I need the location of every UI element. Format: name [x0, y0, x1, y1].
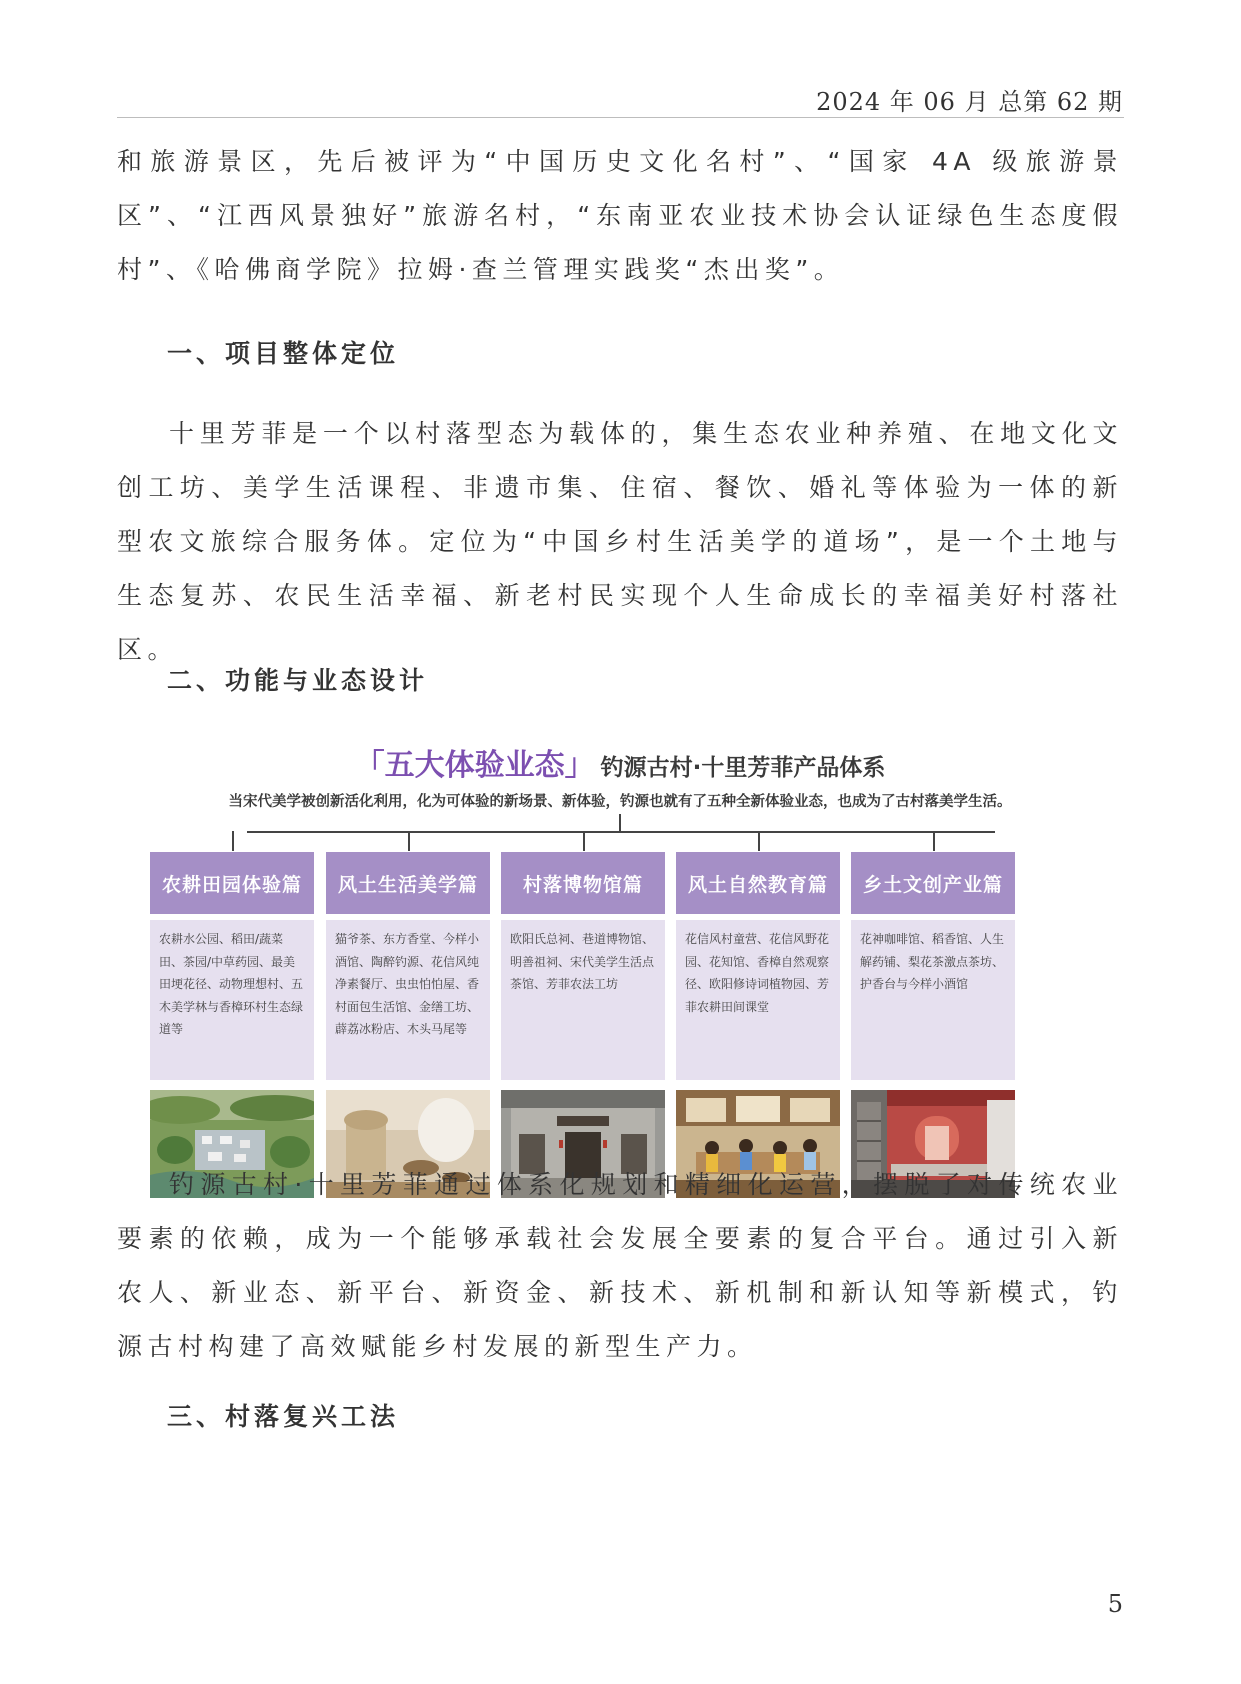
category-description: 农耕水公园、稻田/蔬菜田、茶园/中草药园、最美田埂花径、动物理想村、五木美学林与香樟环村生态绿道等: [150, 920, 314, 1080]
category-description: 猫爷茶、东方香堂、今样小酒馆、陶醉钓源、花信风纯净素餐厅、虫虫怕怕屋、香村面包生活馆、金缮工坊、薜荔冰粉店、木头马尾等: [326, 920, 490, 1080]
tree-connector-branch: [232, 831, 234, 851]
category-column-museum: [501, 852, 665, 1198]
infographic-subtitle: 当宋代美学被创新活化利用，化为可体验的新场景、新体验，钓源也就有了五种全新体验业态，也成为了古村落美学生活。: [228, 794, 1012, 810]
header-rule: [117, 117, 1124, 118]
product-system-infographic: [150, 740, 1090, 1210]
category-title: 乡土文创产业篇: [851, 852, 1015, 914]
tree-connector-trunk: [619, 814, 621, 832]
page-number: 5: [1107, 1590, 1123, 1618]
tree-connector-branch: [408, 831, 410, 851]
tree-connector-branch: [933, 831, 935, 851]
operation-paragraph: 钓源古村·十里芳菲通过体系化规划和精细化运营，摆脱了对传统农业要素的依赖，成为一个能够承载社会发展全要素的复合平台。通过引入新农人、新业态、新平台、新资金、新技术、新机制和新认知等新模式，钓源古村构建了高效赋能乡村发展的新型生产力。: [117, 1170, 1123, 1361]
intro-paragraph: 和旅游景区，先后被评为“中国历史文化名村”、“国家 4A 级旅游景区”、“江西风景独好”旅游名村，“东南亚农业技术协会认证绿色生态度假村”、《哈佛商学院》拉姆·查兰管理实践奖“杰出奖”。: [117, 147, 1123, 284]
category-title: 风土自然教育篇: [676, 852, 840, 914]
category-description: 花信风村童营、花信风野花园、花知馆、香樟自然观察径、欧阳修诗词植物园、芳菲农耕田间课堂: [676, 920, 840, 1080]
tree-connector-bar: [247, 831, 995, 833]
category-title: 农耕田园体验篇: [150, 852, 314, 914]
category-title: 风土生活美学篇: [326, 852, 490, 914]
infographic-title: [150, 740, 1090, 784]
section-heading-1: 一、项目整体定位: [167, 339, 400, 368]
tree-connector-branch: [583, 831, 585, 851]
positioning-paragraph: 十里芳菲是一个以村落型态为载体的，集生态农业种养殖、在地文化文创工坊、美学生活课程、非遗市集、住宿、餐饮、婚礼等体验为一体的新型农文旅综合服务体。定位为“中国乡村生活美学的道场”，是一个土地与生态复苏、农民生活幸福、新老村民实现个人生命成长的幸福美好村落社区。: [117, 419, 1123, 664]
infographic-title-highlight: 「五大体验业态」: [354, 748, 595, 783]
section-heading-2: 二、功能与业态设计: [167, 666, 429, 695]
category-description: 欧阳氏总祠、巷道博物馆、明善祖祠、宋代美学生活点茶馆、芳菲农法工坊: [501, 920, 665, 1080]
category-column-nature-education: [676, 852, 840, 1198]
category-column-creative-industry: [851, 852, 1015, 1198]
issue-header: 2024 年 06 月 总第 62 期: [816, 88, 1123, 116]
category-title: 村落博物馆篇: [501, 852, 665, 914]
section-heading-3: 三、村落复兴工法: [167, 1402, 400, 1431]
tree-connector-branch: [758, 831, 760, 851]
category-column-farming: [150, 852, 314, 1198]
infographic-title-rest: 钓源古村·十里芳菲产品体系: [600, 755, 886, 781]
category-description: 花神咖啡馆、稻香馆、人生解药铺、梨花茶激点茶坊、护香台与今样小酒馆: [851, 920, 1015, 1080]
category-column-lifestyle: [326, 852, 490, 1198]
